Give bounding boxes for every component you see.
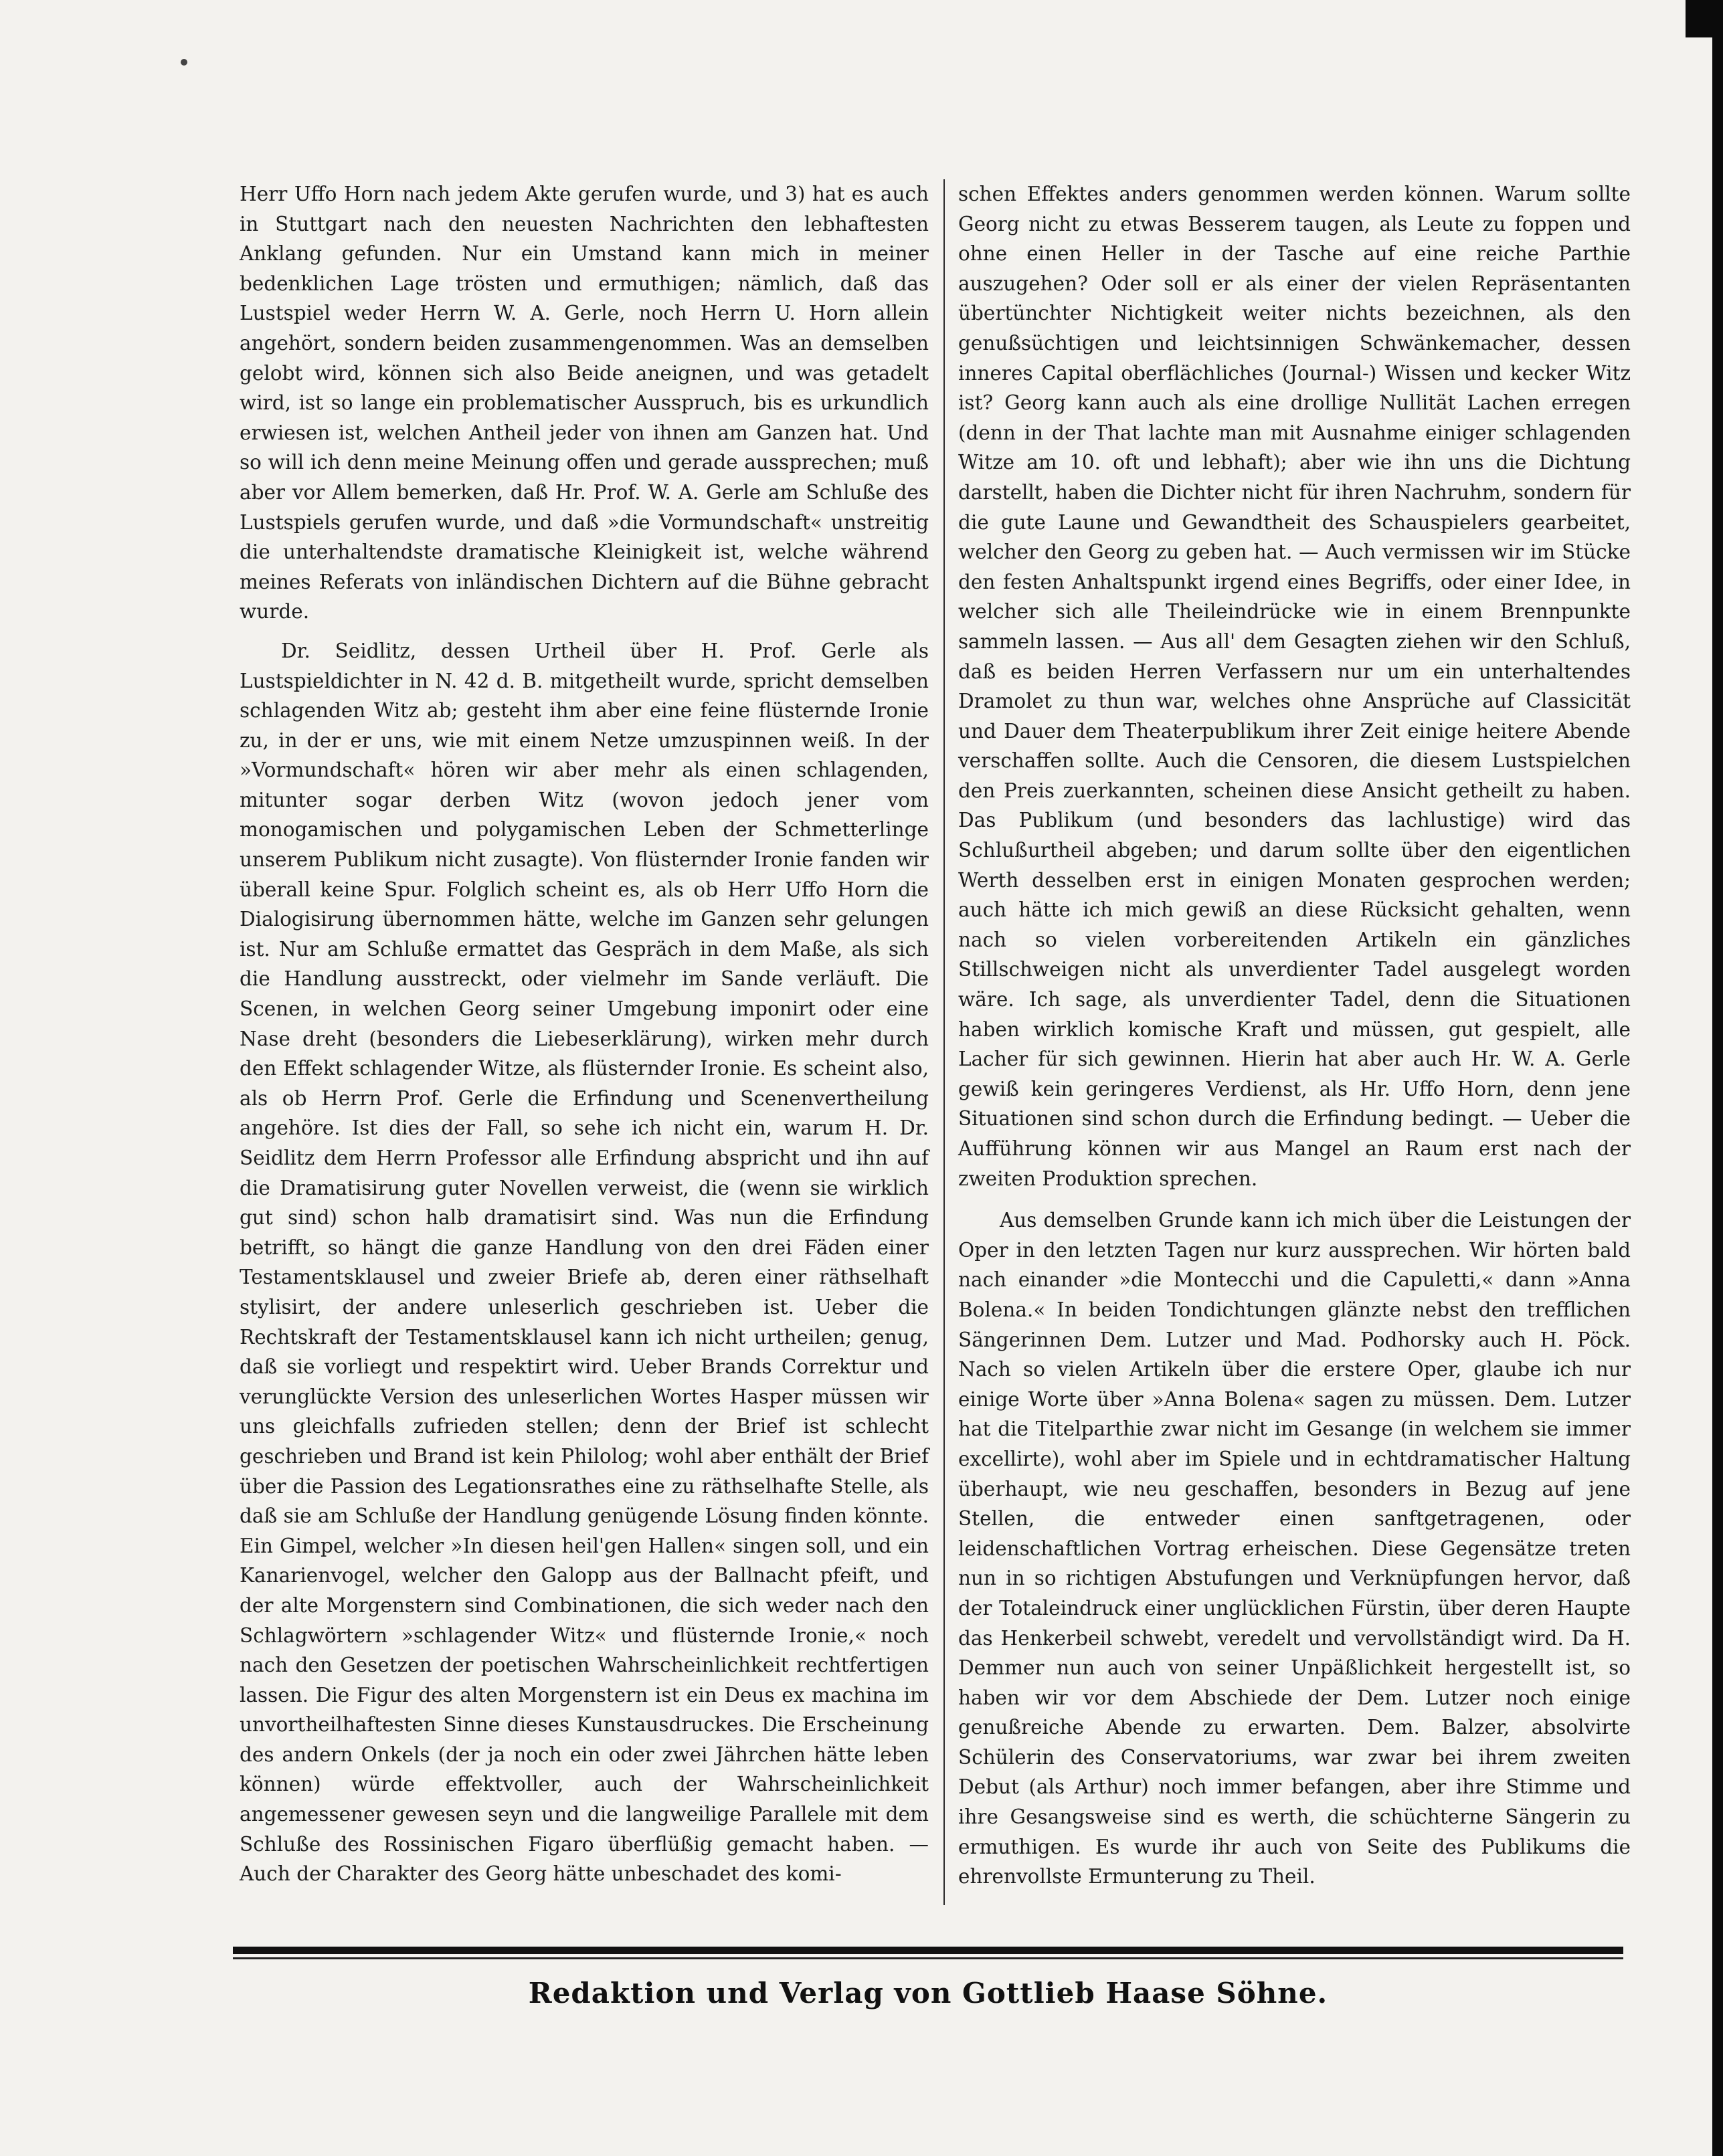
page-corner [1686,0,1723,37]
publisher-imprint: Redaktion und Verlag von Gottlieb Haase Söhne. [528,1977,1328,2010]
right-column [958,179,1631,1892]
left-paragraph-2: Dr. Seidlitz, dessen Urtheil über H. Prof. Gerle als Lustspieldichter in N. 42 d. B. mitgetheilt wurde, spricht demselben schlagenden Witz ab; gesteht ihm aber eine feine flüsternde Ironie zu, in der er uns, wie mit einem Netze umzuspinnen weiß. In der »Vormundschaft« hören wir aber mehr als einen schlagenden, mitunter sogar derben Witz (wovon jedoch jener vom monogamischen und polygamischen Leben der Schmetterlinge unserem Publikum nicht zusagte). Von flüsternder Ironie fanden wir überall keine Spur. Folglich scheint es, als ob Herr Uffo Horn die Dialogisirung übernommen hätte, welche im Ganzen sehr gelungen ist. Nur am Schluße ermattet das Gespräch in dem Maße, als sich die Handlung ausstreckt, oder vielmehr im Sande verläuft. Die Scenen, in welchen Georg seiner Umgebung imponirt oder eine Nase dreht (besonders die Liebeserklärung), wirken mehr durch den Effekt schlagender Witze, als flüsternder Ironie. Es scheint also, als ob Herrn Prof. Gerle die Erfindung und Scenenvertheilung angehöre. Ist dies der Fall, so sehe ich nicht ein, warum H. Dr. Seidlitz dem Herrn Professor alle Erfindung abspricht und ihn auf die Dramatisirung guter Novellen verweist, die (wenn sie wirklich gut sind) schon halb dramatisirt sind. Was nun die Erfindung betrifft, so hängt die ganze Handlung von den drei Fäden einer Testamentsklausel und zweier Briefe ab, deren einer räthselhaft stylisirt, der andere unleserlich geschrieben ist. Ueber die Rechtskraft der Testamentsklausel kann ich nicht urtheilen; genug, daß sie vorliegt und respektirt wird. Ueber Brands Correktur und verunglückte Version des unleserlichen Wortes Hasper müssen wir uns gleichfalls zufrieden stellen; denn der Brief ist schlecht geschrieben und Brand ist kein Philolog; wohl aber enthält der Brief über die Passion des Legationsrathes eine zu räthselhafte Stelle, als daß sie am Schluße der Handlung genügende Lösung finden könnte. Ein Gimpel, welcher »In diesen heil'gen Hallen« singen soll, und ein Kanarienvogel, welcher den Galopp aus der Ballnacht pfeift, und der alte Morgenstern sind Combinationen, die sich weder nach den Schlagwörtern »schlagender Witz« und flüsternde Ironie,« noch nach den Gesetzen der poetischen Wahrscheinlichkeit rechtfertigen lassen. Die Figur des alten Morgenstern ist ein Deus ex machina im unvortheilhaftesten Sinne dieses Kunstausdruckes. Die Erscheinung des andern Onkels (der ja noch ein oder zwei Jährchen hätte leben können) würde effektvoller, auch der Wahrscheinlichkeit angemessener gewesen seyn und die langweilige Parallele mit dem Schluße des Rossinischen Figaro überflüßig gemacht haben. — Auch der Charakter des Georg hätte unbeschadet des komi- [240,639,929,1886]
column-divider [943,179,945,1905]
ink-speck [181,59,187,66]
footer-rule-thick [233,1947,1623,1954]
left-column [240,179,929,1889]
right-paragraph-2: Aus demselben Grunde kann ich mich über die Leistungen der Oper in den letzten Tagen nur kurz aussprechen. Wir hörten bald nach einander »die Montecchi und die Capuletti,« dann »Anna Bolena.« In beiden Tondichtungen glänzte nebst den trefflichen Sängerinnen Dem. Lutzer und Mad. Podhorsky auch H. Pöck. Nach so vielen Artikeln über die erstere Oper, glaube ich nur einige Worte über »Anna Bolena« sagen zu müssen. Dem. Lutzer hat die Titelparthie zwar nicht im Gesange (in welchem sie immer excellirte), wohl aber im Spiele und in echtdramatischer Haltung überhaupt, wie neu geschaffen, besonders in Bezug auf jene Stellen, die entweder einen sanftgetragenen, oder leidenschaftlichen Vortrag erheischen. Diese Gegensätze treten nun in so richtigen Abstufungen und Verknüpfungen hervor, daß der Totaleindruck einer unglücklichen Fürstin, über deren Haupte das Henkerbeil schwebt, veredelt und vervollständigt wird. Da H. Demmer nun auch von seiner Unpäßlichkeit hergestellt ist, so haben wir vor dem Abschiede der Dem. Lutzer noch einige genußreiche Abende zu erwarten. Dem. Balzer, absolvirte Schülerin des Conservatoriums, war zwar bei ihrem zweiten Debut (als Arthur) noch immer befangen, aber ihre Stimme und ihre Gesangsweise sind es werth, die schüchterne Sängerin zu ermuthigen. Es wurde ihr auch von Seite des Publikums die ehrenvollste Ermunterung zu Theil. [958,1209,1631,1888]
left-paragraph-1: Herr Uffo Horn nach jedem Akte gerufen wurde, und 3) hat es auch in Stuttgart nach den neuesten Nachrichten den lebhaftesten Anklang gefunden. Nur ein Umstand kann mich in meiner bedenklichen Lage trösten und ermuthigen; nämlich, daß das Lustspiel weder Herrn W. A. Gerle, noch Herrn U. Horn allein angehört, sondern beiden zusammengenommen. Was an demselben gelobt wird, können sich also Beide aneignen, und was getadelt wird, ist so lange ein problematischer Ausspruch, bis es urkundlich erwiesen ist, welchen Antheil jeder von ihnen am Ganzen hat. Und so will ich denn meine Meinung offen und gerade aussprechen; muß aber vor Allem bemerken, daß Hr. Prof. W. A. Gerle am Schluße des Lustspiels gerufen wurde, und daß »die Vormundschaft« unstreitig die unterhaltendste dramatische Kleinigkeit ist, welche während meines Referats von inländischen Dichtern auf die Bühne gebracht wurde. [240,183,929,623]
right-paragraph-1: schen Effektes anders genommen werden können. Warum sollte Georg nicht zu etwas Besserem taugen, als Leute zu foppen und ohne einen Heller in der Tasche auf eine reiche Parthie auszugehen? Oder soll er als einer der vielen Repräsentanten übertünchter Nichtigkeit weiter nichts bezeichnen, als den genußsüchtigen und leichtsinnigen Schwänkemacher, dessen inneres Capital oberflächliches (Journal-) Wissen und kecker Witz ist? Georg kann auch als eine drollige Nullität Lachen erregen (denn in der That lachte man mit Ausnahme einiger schlagenden Witze am 10. oft und lebhaft); aber wie ihn uns die Dichtung darstellt, haben die Dichter nicht für ihren Nachruhm, sondern für die gute Laune und Gewandtheit des Schauspielers gearbeitet, welcher den Georg zu geben hat. — Auch vermissen wir im Stücke den festen Anhaltspunkt irgend eines Begriffs, oder einer Idee, in welcher sich alle Theileindrücke wie in einem Brennpunkte sammeln lassen. — Aus all' dem Gesagten ziehen wir den Schluß, daß es beiden Herren Verfassern nur um ein unterhaltendes Dramolet zu thun war, welches ohne Ansprüche auf Classicität und Dauer dem Theaterpublikum ihrer Zeit einige heitere Abende verschaffen sollte. Auch die Censoren, die diesem Lustspielchen den Preis zuerkannten, scheinen diese Ansicht getheilt zu haben. Das Publikum (und besonders das lachlustige) wird das Schlußurtheil abgeben; und darum sollte über den eigentlichen Werth desselben erst in einigen Monaten gesprochen werden; auch hätte ich mich gewiß an diese Rücksicht gehalten, wenn nach so vielen vorbereitenden Artikeln ein gänzliches Stillschweigen nicht als unverdienter Tadel ausgelegt worden wäre. Ich sage, als unverdienter Tadel, denn die Situationen haben wirklich komische Kraft und müssen, gut gespielt, alle Lacher für sich gewinnen. Hierin hat aber auch Hr. W. A. Gerle gewiß kein geringeres Verdienst, als Hr. Uffo Horn, denn jene Situationen sind schon durch die Erfindung bedingt. — Ueber die Aufführung können wir aus Mangel an Raum erst nach der zweiten Produktion sprechen. [958,183,1631,1190]
footer-rule-thin [233,1957,1623,1959]
page-edge-shadow [1712,0,1723,2156]
